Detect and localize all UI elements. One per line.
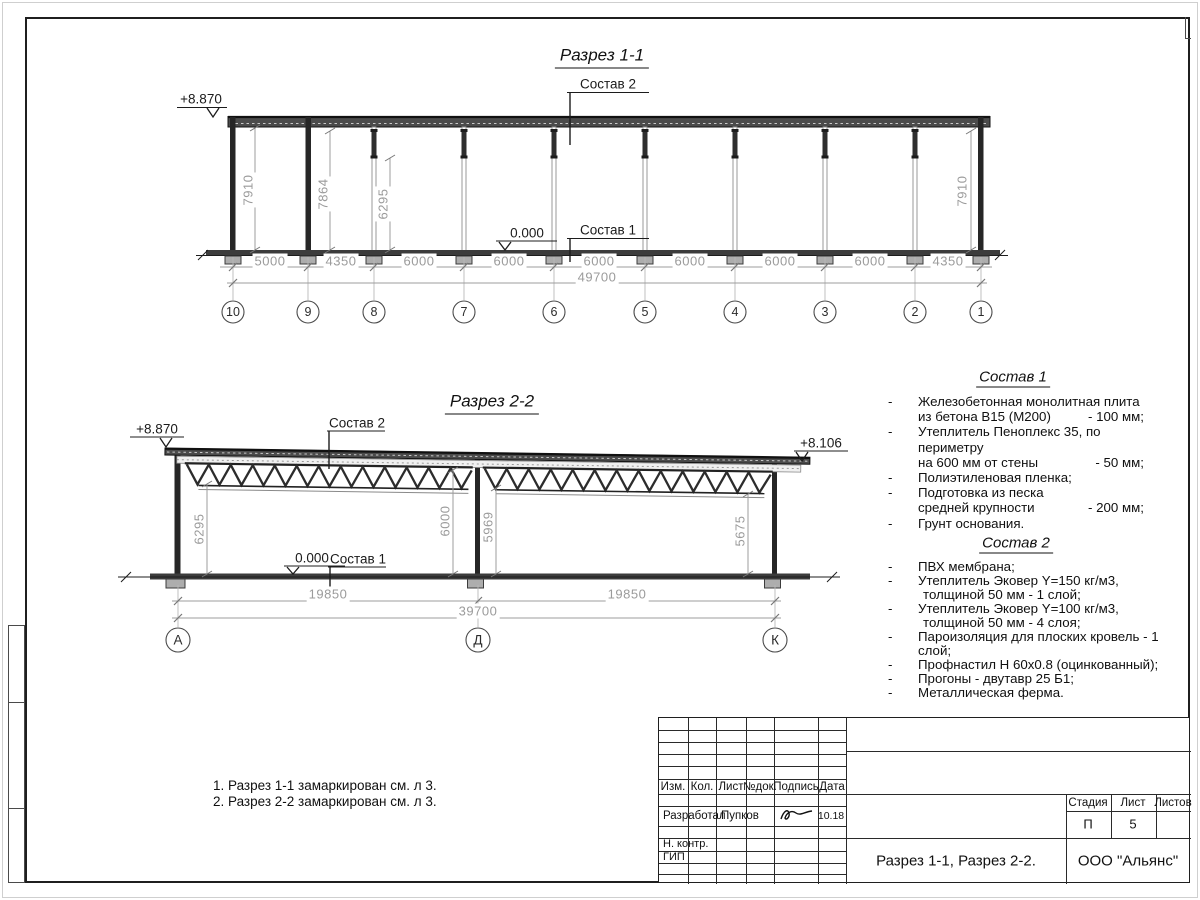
- bay-dim: 6000: [764, 253, 796, 269]
- tb-org-name: ООО "Альянс": [1077, 852, 1179, 870]
- tb-role-razrabotal: Разработал: [663, 810, 726, 822]
- tb-line: [846, 718, 847, 884]
- list-item: толщиной 50 мм - 4 слоя;: [923, 615, 1081, 630]
- section1-level-zero: 0.000: [510, 225, 544, 241]
- tb-line: [659, 754, 846, 755]
- section2-vdim: 6295: [191, 513, 207, 545]
- section1-vdim: 7864: [315, 178, 331, 210]
- composition1-title: Состав 1: [976, 369, 1050, 388]
- tb-sheets-header: Листов: [1154, 797, 1192, 809]
- bay-dim: 6000: [493, 253, 525, 269]
- axis-bubble-label: 6: [550, 305, 558, 319]
- tb-role-nkontr: Н. контр.: [663, 838, 709, 850]
- axis-bubble-label: 5: [641, 305, 649, 319]
- section1-vdim: 6295: [375, 188, 391, 220]
- list-item: - Железобетонная монолитная плита: [888, 394, 1140, 409]
- section2-total-dim: 39700: [458, 603, 498, 619]
- note-line: 1. Разрез 1-1 замаркирован см. л 3.: [213, 778, 437, 793]
- list-item: средней крупности - 200 мм;: [918, 500, 1144, 516]
- bay-dim: 6000: [674, 253, 706, 269]
- axis-bubble-label: 4: [731, 305, 739, 319]
- span-dim: 19850: [607, 586, 647, 602]
- tb-line: [1066, 811, 1191, 812]
- axis-bubble-label: К: [771, 632, 779, 648]
- section2-vdim: 5969: [480, 511, 496, 543]
- tb-role-gip: ГИП: [663, 851, 685, 863]
- section2-roof-truss: [164, 448, 810, 498]
- tb-col-header: №док.: [743, 781, 777, 793]
- list-item: - Утеплитель Эковер Y=150 кг/м3,: [888, 573, 1119, 588]
- section1-title: Разрез 1-1: [555, 46, 649, 69]
- section2-level-zero: 0.000: [295, 550, 329, 566]
- bay-dim: 6000: [854, 253, 886, 269]
- section1-axis-bubbles: [222, 301, 992, 323]
- list-item: - Профнастил Н 60х0.8 (оцинкованный);: [888, 657, 1159, 672]
- axis-bubble-label: 1: [977, 305, 985, 319]
- list-item: - Полиэтиленовая пленка;: [888, 470, 1072, 486]
- tb-col-header: Лист: [718, 781, 744, 793]
- tb-line: [659, 730, 846, 731]
- bay-dim: 4350: [932, 253, 964, 269]
- composition2-title: Состав 2: [979, 535, 1053, 554]
- list-item: - Подготовка из песка: [888, 485, 1044, 501]
- tb-line: [659, 779, 846, 780]
- notes: [213, 778, 437, 810]
- section1-vdim: 7910: [954, 175, 970, 207]
- tb-doc-title: Разрез 1-1, Разрез 2-2.: [876, 852, 1036, 870]
- section1-structure: [177, 93, 1008, 265]
- list-item: - Металлическая ферма.: [888, 685, 1064, 700]
- tb-col-header: Кол.: [690, 781, 714, 793]
- bay-dim: 6000: [403, 253, 435, 269]
- tb-line: [1066, 794, 1067, 884]
- tb-col-header: Изм.: [660, 781, 686, 793]
- list-item: толщиной 50 мм - 1 слой;: [923, 587, 1081, 602]
- tb-line: [659, 838, 1191, 839]
- axis-bubble-label: 9: [304, 305, 312, 319]
- section1-total-dim: 49700: [577, 269, 617, 285]
- bay-dim: 6000: [583, 253, 615, 269]
- section2-level-left: +8.870: [136, 421, 178, 437]
- axis-bubble-label: 3: [821, 305, 829, 319]
- list-item: - Утеплитель Пеноплекс 35, по периметру: [888, 424, 1101, 455]
- list-item: - ПВХ мембрана;: [888, 559, 1015, 574]
- section2-title: Разрез 2-2: [445, 392, 539, 415]
- tb-name: Пупков: [721, 810, 759, 822]
- tb-col-header: Дата: [819, 781, 845, 793]
- span-dim: 19850: [308, 586, 348, 602]
- section2-level-right: +8.106: [800, 435, 842, 451]
- signature-icon: [778, 807, 816, 824]
- tb-line: [659, 874, 846, 875]
- tb-line: [659, 742, 846, 743]
- list-item: - Пароизоляция для плоских кровель - 1 слой;: [888, 629, 1159, 658]
- axis-bubble-label: Д: [473, 632, 483, 648]
- tb-sheet-header: Лист: [1120, 797, 1146, 809]
- section2-vdim: 6000: [437, 505, 453, 537]
- section1-sostav2-label: Состав 2: [580, 76, 636, 92]
- section1-interior-columns: [371, 127, 919, 254]
- tb-line: [659, 806, 846, 807]
- section2-vdim: 5675: [732, 515, 748, 547]
- bay-dim: 5000: [254, 253, 286, 269]
- axis-bubble-label: А: [173, 632, 183, 648]
- axis-bubble-label: 10: [226, 305, 240, 319]
- section1-level-top: +8.870: [180, 91, 222, 107]
- axis-bubble-label: 8: [370, 305, 378, 319]
- bay-dim: 4350: [325, 253, 357, 269]
- tb-stage-header: Стадия: [1068, 797, 1108, 809]
- section1-vdim: 7910: [240, 174, 256, 206]
- tb-sheet-value: 5: [1129, 816, 1137, 832]
- tb-date: 10.18: [817, 810, 845, 822]
- list-item: - Грунт основания.: [888, 515, 1025, 531]
- composition1-list: [882, 394, 1144, 531]
- list-item: на 600 мм от стены - 50 мм;: [918, 454, 1144, 470]
- tb-col-header: Подпись: [773, 781, 819, 793]
- section2-sostav2-label: Состав 2: [329, 415, 385, 431]
- composition2-list: [882, 560, 1182, 700]
- tb-line: [659, 863, 846, 864]
- tb-line: [659, 826, 846, 827]
- tb-line: [1111, 794, 1112, 838]
- list-item: - Прогоны - двутавр 25 Б1;: [888, 671, 1074, 686]
- section2-footings: [166, 579, 781, 588]
- note-line: 2. Разрез 2-2 замаркирован см. л 3.: [213, 794, 437, 809]
- tb-line: [846, 751, 1191, 752]
- section1-sostav1-label: Состав 1: [580, 222, 636, 238]
- title-block: [658, 717, 1190, 883]
- section2-sostav1-label: Состав 1: [330, 551, 386, 567]
- tb-line: [659, 851, 846, 852]
- tb-line: [659, 766, 846, 767]
- axis-bubble-label: 7: [460, 305, 468, 319]
- list-item: - Утеплитель Эковер Y=100 кг/м3,: [888, 601, 1119, 616]
- axis-bubble-label: 2: [911, 305, 919, 319]
- tb-stage-value: П: [1083, 816, 1093, 832]
- list-item: из бетона В15 (М200) - 100 мм;: [918, 409, 1144, 425]
- tb-line: [659, 794, 1191, 795]
